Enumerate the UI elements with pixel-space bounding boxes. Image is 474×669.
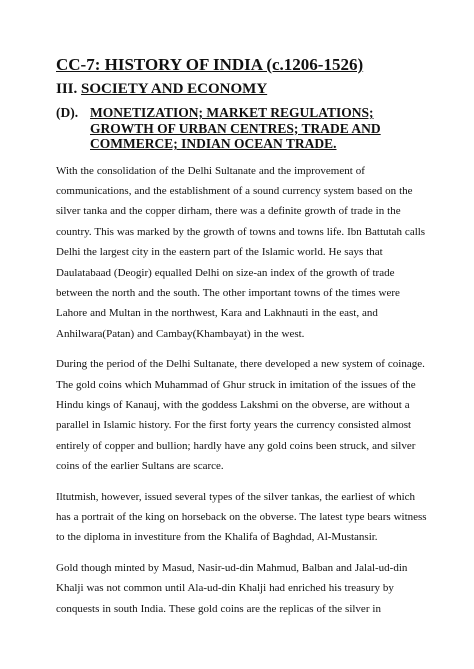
section-number: III.	[56, 81, 78, 97]
subsection-title: MONETIZATION; MARKET REGULATIONS; GROWTH OF URBAN CENTRES; TRADE AND COMMERCE; INDIAN OCEAN TRADE.	[90, 105, 381, 151]
subsection-heading	[56, 105, 432, 152]
body-paragraph-2: During the period of the Delhi Sultanate, there developed a new system of coinage. The gold coins which Muhammad of Ghur struck in imitation of the issues of the Hindu kings of Kanauj, with the goddess Lakshmi on the obverse, are without a parallel in Islamic history. For the first forty years the currency consisted almost entirely of copper and bullion; hardly have any gold coins been struck, and silver coins of the earlier Sultans are scarce.	[56, 358, 425, 473]
section-heading	[56, 79, 432, 100]
section-title: SOCIETY AND ECONOMY	[81, 81, 268, 97]
document-title: CC-7: HISTORY OF INDIA (c.1206-1526)	[56, 55, 364, 74]
body-paragraph-3: Iltutmish, however, issued several types of the silver tankas, the earliest of which has a portrait of the king on horseback on the obverse. The latest type bears witness to the diploma in investiture from the Khalifa of Baghdad, Al-Mustansir.	[56, 490, 427, 544]
body-paragraph-4: Gold though minted by Masud, Nasir-ud-din Mahmud, Balban and Jalal-ud-din Khalji was not common until Ala-ud-din Khalji had enriched his treasury by conquests in south India. These gold coins are the replicas of the silver in	[56, 561, 408, 615]
body-paragraph-1: With the consolidation of the Delhi Sultanate and the improvement of communications, and the establishment of a sound currency system based on the silver tanka and the copper dirham, there was a definite growth of trade in the country. This was marked by the growth of towns and towns life. Ibn Battutah calls Delhi the largest city in the eastern part of the Islamic world. He says that Daulatabaad (Deogir) equalled Delhi on size-an index of the growth of trade between the north and the south. The other important towns of the times were Lahore and Multan in the northwest, Kara and Lakhnauti in the east, and Anhilwara(Patan) and Cambay(Khambayat) in the west.	[56, 164, 426, 340]
subsection-label: (D).	[56, 105, 79, 120]
